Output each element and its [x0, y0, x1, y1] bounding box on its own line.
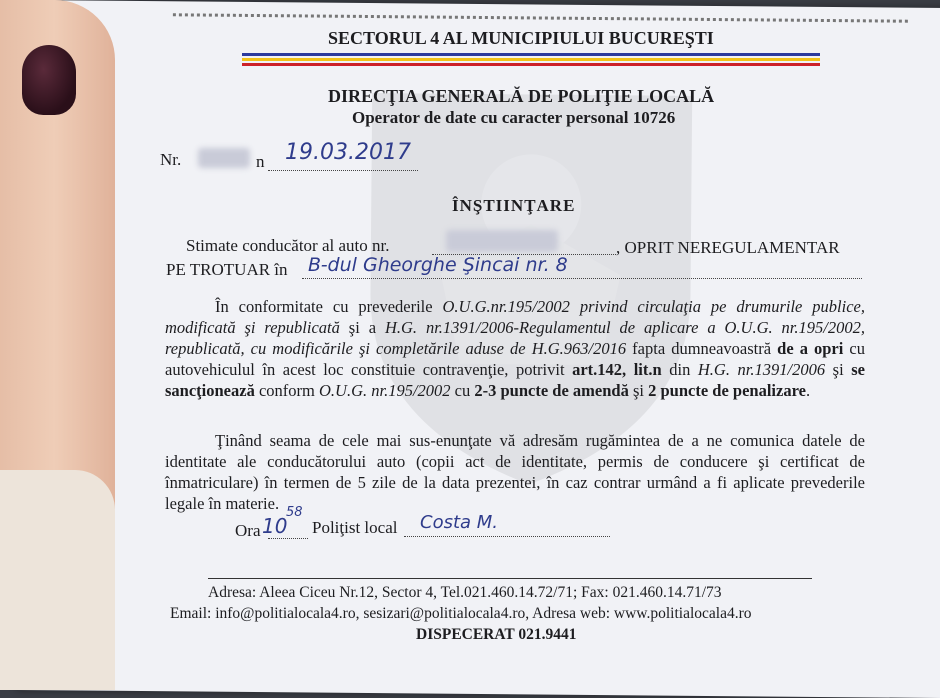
sector-title: SECTORUL 4 AL MUNICIPIULUI BUCUREŞTI: [328, 28, 714, 48]
legal-paragraph: În conformitate cu prevederile O.U.G.nr.195/2002 privind circulaţia pe drumurile publice, modificată şi republicată şi a H.G. nr.1391/2006-Regulamentul de aplicare a O.U.G. nr.195/2002, republicată, cu modificările şi completările aduse de H.G.963/2016 fapta dumneavoastră de a opri cu autovehiculul în acest loc constituie contravenţie, potrivit art.142, lit.n din H.G. nr.1391/2006 şi se sancţionează conform O.U.G. nr.195/2002 cu 2-3 puncte de amendă şi 2 puncte de penalizare.: [165, 297, 865, 400]
flag-stripe-red: [242, 63, 820, 66]
date-dotted-line: [268, 170, 418, 171]
time-label: Ora: [235, 521, 261, 540]
location-dotted-line: [302, 278, 862, 279]
operator-line: Operator de date cu caracter personal 10726: [352, 108, 676, 127]
footer-divider: [208, 578, 812, 579]
footer-address: Adresa: Aleea Ciceu Nr.12, Sector 4, Tel.021.460.14.72/71; Fax: 021.460.14.71/73: [208, 584, 722, 601]
time-dotted-line: [268, 538, 308, 539]
officer-dotted-line: [404, 536, 610, 537]
request-paragraph: Ţinând seama de cele mai sus-enunţate vă adresăm rugămintea de a ne comunica datele de identitate ale conducătorului auto (copii act de identitate, permis de conducere şi certificat de înmatriculare) în termen de 5 zile de la data prezentei, în caz contrar urmând a fi aplicate prevederile legale în materie.: [165, 431, 865, 513]
redacted-number: [198, 148, 250, 168]
location-handwritten: B-dul Gheorghe Şincai nr. 8: [308, 254, 568, 276]
sleeve: [0, 470, 115, 690]
officer-label: Poliţist local: [312, 518, 398, 537]
fingernail: [22, 45, 76, 115]
flag-stripe-yellow: [242, 58, 820, 61]
footer-dispatch: DISPECERAT 021.9441: [416, 626, 577, 643]
number-label: Nr.: [160, 150, 182, 169]
greeting-text: Stimate conducător al auto nr.: [186, 236, 390, 255]
footer-email: Email: info@politialocala4.ro, sesizari@politialocala4.ro, Adresa web: www.politialocala4.ro: [170, 605, 752, 622]
time-handwritten: 10: [262, 514, 288, 538]
date-handwritten: 19.03.2017: [285, 140, 411, 165]
document-title: ÎNŞTIINŢARE: [452, 196, 576, 215]
directorate-title: DIRECŢIA GENERALĂ DE POLIŢIE LOCALĂ: [328, 86, 715, 106]
location-label: PE TROTUAR în: [166, 260, 288, 279]
date-prefix: n: [256, 152, 265, 171]
officer-signature: Costa M.: [420, 512, 499, 533]
stopped-text: , OPRIT NEREGULAMENTAR: [616, 238, 840, 257]
time-minutes-handwritten: 58: [286, 505, 303, 520]
perforation-line: [173, 13, 908, 22]
redacted-plate: [446, 230, 558, 252]
flag-stripe-blue: [242, 53, 820, 56]
